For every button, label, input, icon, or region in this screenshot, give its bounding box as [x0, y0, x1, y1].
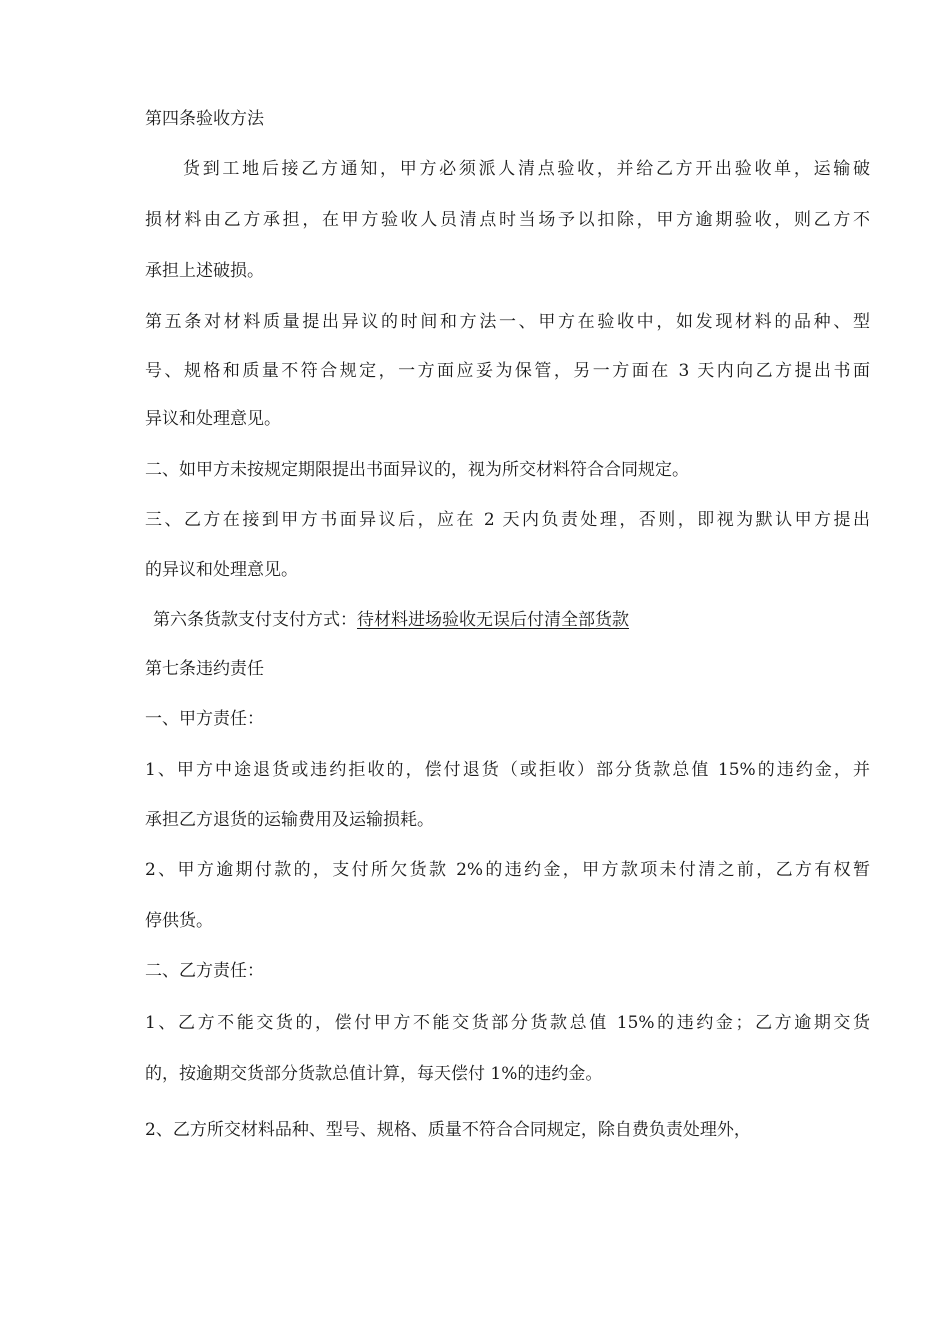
- party-b-responsibility-heading: 二、乙方责任：: [145, 961, 264, 981]
- article-5-line-2: 号、规格和质量不符合规定，一方面应妥为保管，另一方面在 3 天内向乙方提出书面: [145, 361, 870, 381]
- party-b-item-2-line-1: 2、乙方所交材料品种、型号、规格、质量不符合合同规定，除自费负责处理外，: [145, 1120, 751, 1140]
- party-a-responsibility-heading: 一、甲方责任：: [145, 709, 264, 729]
- article-4-paragraph-line-2: 损材料由乙方承担，在甲方验收人员清点时当场予以扣除，甲方逾期验收，则乙方不: [145, 210, 870, 230]
- article-4-paragraph-line-1: 货到工地后接乙方通知，甲方必须派人清点验收，并给乙方开出验收单，运输破: [183, 159, 870, 179]
- article-6-line: [153, 608, 878, 632]
- party-a-item-2-line-2: 停供货。: [145, 911, 213, 931]
- party-a-item-1-line-2: 承担乙方退货的运输费用及运输损耗。: [145, 810, 434, 830]
- article-7-heading: 第七条违约责任: [145, 659, 264, 679]
- article-5-item-3-line-1: 三、乙方在接到甲方书面异议后，应在 2 天内负责处理，否则，即视为默认甲方提出: [145, 510, 870, 530]
- article-4-heading: 第四条验收方法: [145, 109, 264, 129]
- party-b-item-1-line-1: 1、乙方不能交货的，偿付甲方不能交货部分货款总值 15%的违约金；乙方逾期交货: [145, 1013, 870, 1033]
- party-b-item-1-line-2: 的，按逾期交货部分货款总值计算，每天偿付 1%的违约金。: [145, 1064, 603, 1084]
- article-5-item-2: 二、如甲方未按规定期限提出书面异议的，视为所交材料符合合同规定。: [145, 460, 689, 480]
- article-5-item-3-line-2: 的异议和处理意见。: [145, 560, 298, 580]
- party-a-item-1-line-1: 1、甲方中途退货或违约拒收的，偿付退货（或拒收）部分货款总值 15%的违约金，并: [145, 760, 870, 780]
- payment-terms: 待材料进场验收无误后付清全部货款: [357, 610, 629, 630]
- article-4-paragraph-line-3: 承担上述破损。: [145, 261, 264, 281]
- party-a-item-2-line-1: 2、甲方逾期付款的，支付所欠货款 2%的违约金，甲方款项未付清之前，乙方有权暂: [145, 860, 870, 880]
- article-6-heading: 第六条货款支付支付方式：: [153, 610, 357, 630]
- article-5-line-1: 第五条对材料质量提出异议的时间和方法一、甲方在验收中，如发现材料的品种、型: [145, 312, 870, 332]
- article-5-line-3: 异议和处理意见。: [145, 409, 281, 429]
